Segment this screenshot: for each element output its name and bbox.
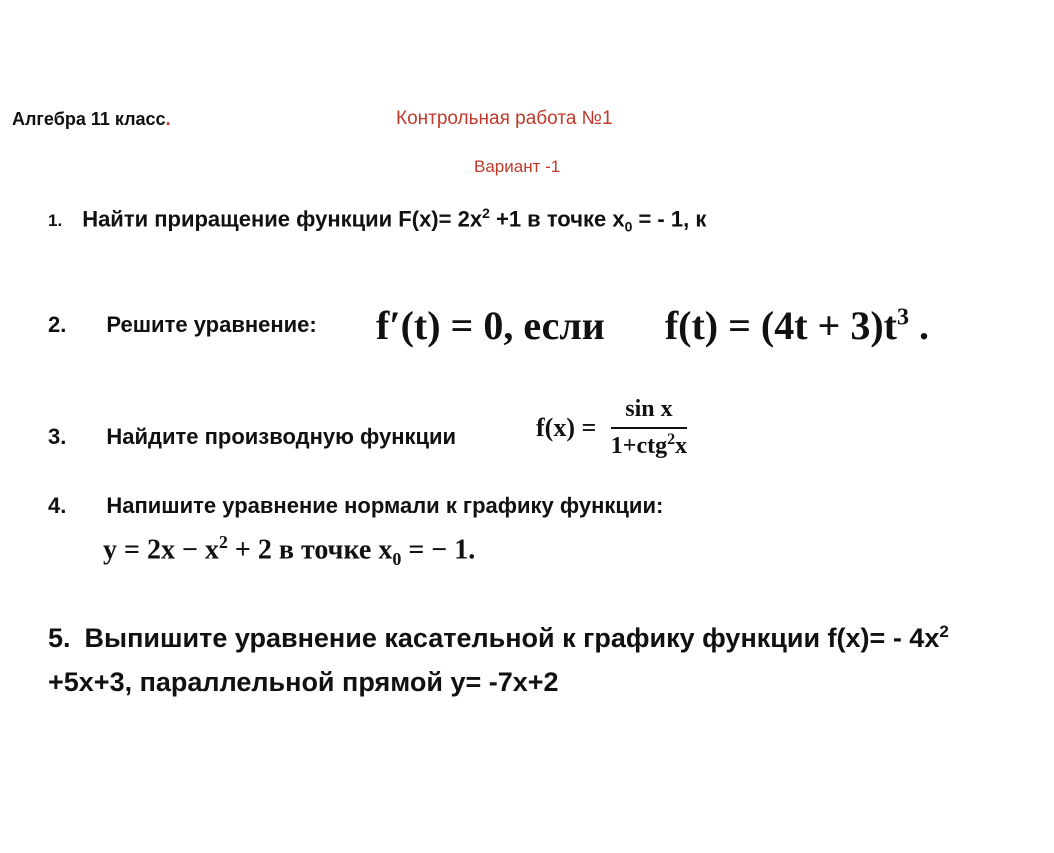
task-4-formula-c: = − 1. <box>401 534 476 566</box>
task-4-text: Напишите уравнение нормали к графику функции: <box>106 493 664 518</box>
task-4-formula <box>103 532 475 570</box>
task-3-denominator <box>611 429 687 460</box>
subject-dot: . <box>165 109 171 129</box>
task-1-text-b: +1 в точке x <box>489 206 625 232</box>
task-2-formula <box>376 302 929 349</box>
task-1-number: 1. <box>48 211 63 231</box>
task-1-text-c: = - 1, к <box>632 206 707 232</box>
task-2-formula-end: . <box>908 303 929 348</box>
task-2-formula-sup: 3 <box>896 304 909 331</box>
task-3-formula-lhs: f(x) = <box>536 413 597 442</box>
task-3-fraction <box>611 396 687 460</box>
task-3-text: Найдите производную функции <box>106 424 457 449</box>
task-3-number: 3. <box>48 424 67 449</box>
subject-heading <box>12 109 171 130</box>
subject-label: Алгебра 11 класс <box>12 109 166 129</box>
task-4-formula-sup: 2 <box>218 532 228 552</box>
task-2-formula-b: f(t) = (4t + 3)t <box>664 303 897 348</box>
task-5-text-a: Выпишите уравнение касательной к графику функции f(x)= - 4x <box>84 623 940 653</box>
task-3-denominator-end: x <box>675 433 688 459</box>
task-1-sup: 2 <box>482 205 490 221</box>
task-5-number: 5. <box>48 623 71 653</box>
variant-label: Вариант -1 <box>474 157 561 176</box>
task-1-sub: 0 <box>624 218 633 235</box>
task-4-formula-sub: 0 <box>392 548 402 569</box>
task-5-text-b: +5x+3, параллельной прямой y= -7x+2 <box>48 667 559 697</box>
task-5-sup: 2 <box>939 622 949 641</box>
task-1 <box>48 205 706 235</box>
task-4-formula-b: + 2 в точке x <box>227 534 393 566</box>
task-5 <box>48 610 1008 704</box>
task-3 <box>48 424 456 450</box>
task-4-number: 4. <box>48 493 67 518</box>
task-3-formula <box>536 396 687 460</box>
task-2 <box>48 312 317 338</box>
task-1-text-a: Найти приращение функции F(x)= 2x <box>82 206 483 232</box>
task-4 <box>48 493 663 519</box>
task-2-number: 2. <box>48 312 67 337</box>
page-title: Контрольная работа №1 <box>396 108 613 129</box>
task-2-text: Решите уравнение: <box>106 312 317 337</box>
task-3-denominator-text: 1+ctg <box>610 433 668 459</box>
task-4-formula-a: y = 2x − x <box>103 534 219 566</box>
task-3-numerator: sin x <box>611 396 687 429</box>
task-2-formula-a: f′(t) = 0, если <box>376 303 605 348</box>
task-3-denominator-sup: 2 <box>667 431 676 448</box>
